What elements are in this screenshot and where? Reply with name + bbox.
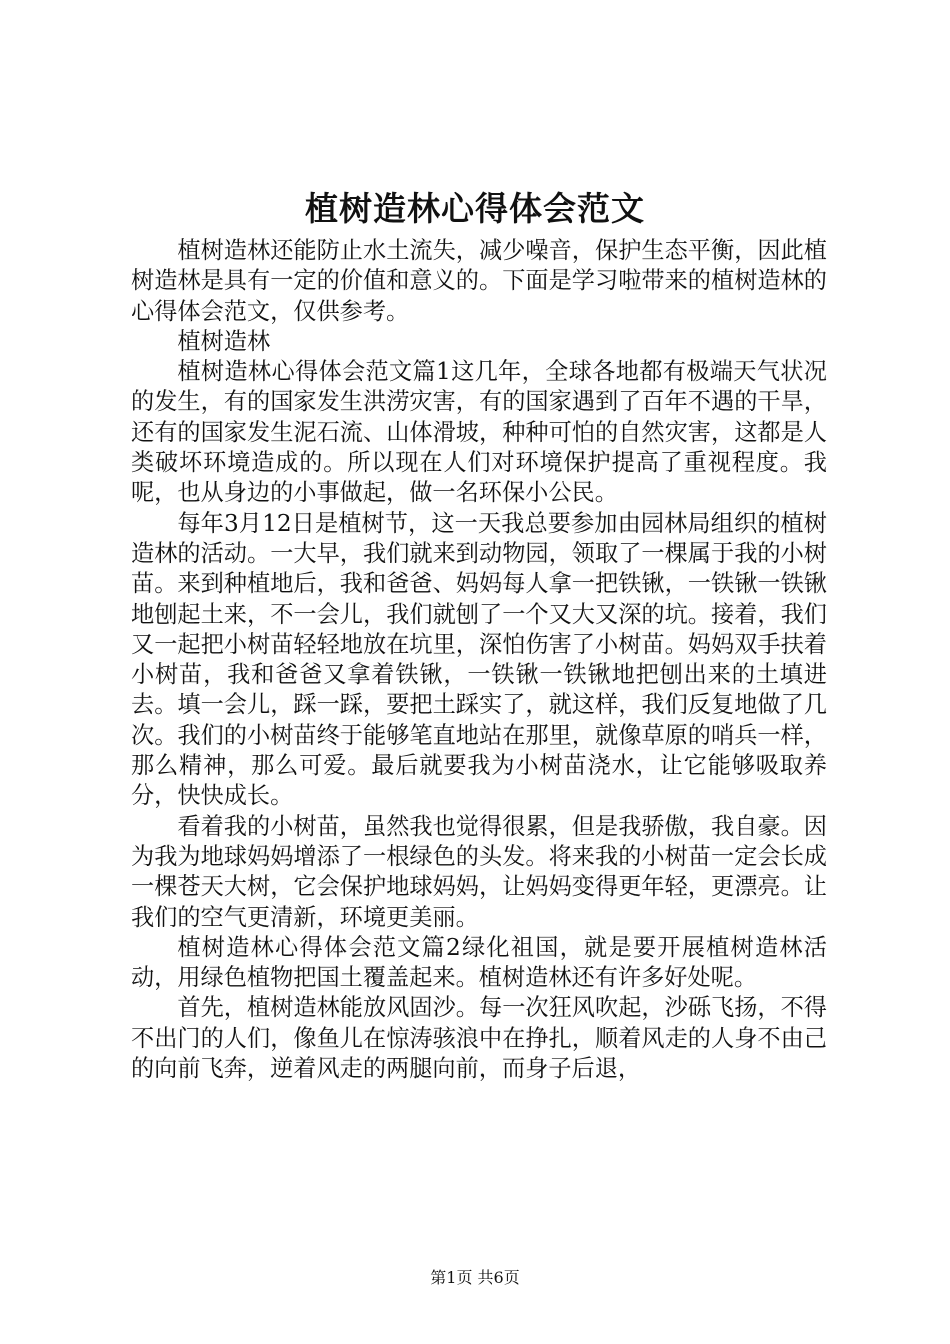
paragraph-reflection: 看着我的小树苗，虽然我也觉得很累，但是我骄傲，我自豪。因为我为地球妈妈增添了一根绿色的头发。将来我的小树苗一定会长成一棵苍天大树，它会保护地球妈妈，让妈妈变得更年轻，更漂亮。让我们的空气更清新，环境更美丽。 — [131, 812, 827, 931]
page-footer: 第1页 共6页 — [430, 1268, 520, 1287]
paragraph-essay-1: 植树造林心得体会范文篇1这几年，全球各地都有极端天气状况的发生，有的国家发生洪涝灾害，有的国家遇到了百年不遇的干旱，还有的国家发生泥石流、山体滑坡，种种可怕的自然灾害，这都是人类破坏环境造成的。所以现在人们对环境保护提高了重视程度。我呢，也从身边的小事做起，做一名环保小公民。 — [131, 358, 827, 507]
document-title: 植树造林心得体会范文 — [305, 189, 645, 228]
paragraph-intro: 植树造林还能防止水土流失，减少噪音，保护生态平衡，因此植树造林是具有一定的价值和意义的。下面是学习啦带来的植树造林的心得体会范文，仅供参考。 — [131, 237, 827, 325]
paragraph-arbor-day: 每年3月12日是植树节，这一天我总要参加由园林局组织的植树造林的活动。一大早，我们就来到动物园，领取了一棵属于我的小树苗。来到种植地后，我和爸爸、妈妈每人拿一把铁锹，一铁锹一铁锹地刨起土来，不一会儿，我们就刨了一个又大又深的坑。接着，我们又一起把小树苗轻轻地放在坑里，深怕伤害了小树苗。妈妈双手扶着小树苗，我和爸爸又拿着铁锹，一铁锹一铁锹地把刨出来的土填进去。填一会儿，踩一踩，要把土踩实了，就这样，我们反复地做了几次。我们的小树苗终于能够笔直地站在那里，就像草原的哨兵一样，那么精神，那么可爱。最后就要我为小树苗浇水，让它能够吸取养分，快快成长。 — [131, 509, 827, 810]
paragraph-subheading: 植树造林 — [177, 327, 271, 355]
paragraph-windbreak: 首先，植树造林能放风固沙。每一次狂风吹起，沙砾飞扬，不得不出门的人们，像鱼儿在惊涛骇浪中在挣扎，顺着风走的人身不由己的向前飞奔，逆着风走的两腿向前，而身子后退， — [131, 994, 827, 1083]
document-body — [131, 236, 827, 1084]
paragraph-essay-2: 植树造林心得体会范文篇2绿化祖国，就是要开展植树造林活动，用绿色植物把国土覆盖起来。植树造林还有许多好处呢。 — [131, 933, 827, 992]
